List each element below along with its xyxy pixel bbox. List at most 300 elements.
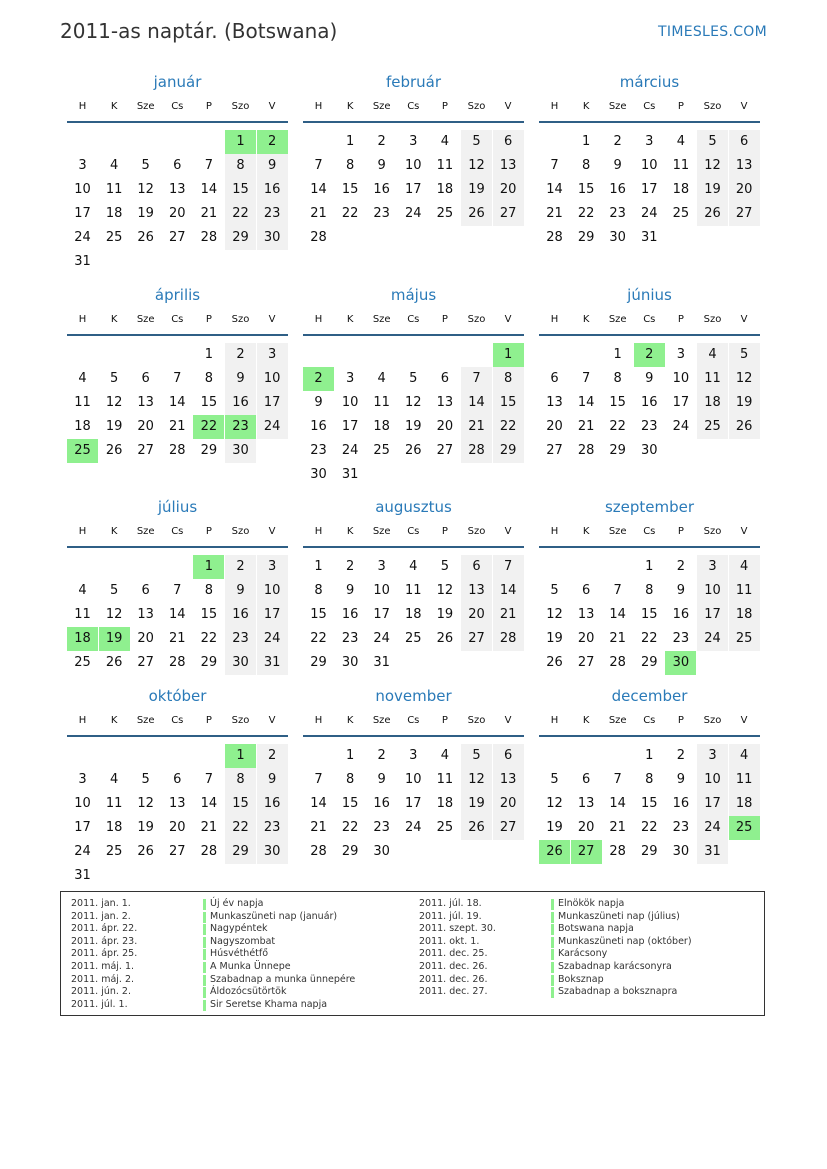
day-cell: 11 xyxy=(74,607,91,622)
day-cell: 29 xyxy=(609,443,626,458)
legend-date: 2011. jún. 2. xyxy=(71,986,132,998)
day-cell: 27 xyxy=(577,655,595,670)
holiday-day-cell: 1 xyxy=(225,744,256,768)
day-cell: 21 xyxy=(609,631,626,646)
weekday-label: K xyxy=(346,314,354,325)
day-cell: 21 xyxy=(493,603,524,627)
weekday-label: Sze xyxy=(372,526,391,537)
day-cell: 7 xyxy=(613,583,622,598)
legend-date: 2011. dec. 27. xyxy=(419,986,488,998)
legend-date: 2011. ápr. 25. xyxy=(71,948,138,960)
day-cell: 17 xyxy=(641,182,658,197)
day-cell: 19 xyxy=(461,178,492,202)
day-cell: 1 xyxy=(645,559,654,574)
day-cell: 2 xyxy=(345,559,355,574)
legend-row xyxy=(419,974,749,987)
day-cell: 28 xyxy=(200,844,218,859)
day-cell: 28 xyxy=(461,439,492,463)
legend-holiday-name: Szabadnap a munka ünnepére xyxy=(210,973,356,985)
weekday-label: H xyxy=(550,715,559,726)
legend-date: 2011. szept. 30. xyxy=(419,923,496,935)
day-cell: 8 xyxy=(204,583,214,598)
day-cell: 1 xyxy=(345,134,355,149)
day-cell: 20 xyxy=(169,820,186,835)
day-cell: 4 xyxy=(109,772,119,787)
day-cell: 1 xyxy=(314,559,323,574)
brand-link[interactable]: TIMESLES.COM xyxy=(658,24,767,40)
day-cell: 13 xyxy=(461,579,492,603)
day-cell: 20 xyxy=(546,419,563,434)
month-name: február xyxy=(385,73,442,91)
day-cell: 11 xyxy=(729,768,760,792)
day-cell: 28 xyxy=(577,443,595,458)
legend-marker xyxy=(551,949,554,960)
day-cell: 19 xyxy=(105,419,123,434)
day-cell: 13 xyxy=(493,154,524,178)
day-cell: 25 xyxy=(436,206,454,221)
weekday-label: Szo xyxy=(231,715,250,726)
day-cell: 4 xyxy=(440,134,450,149)
weekday-label: Szo xyxy=(467,526,486,537)
day-cell: 11 xyxy=(436,158,454,173)
day-cell: 3 xyxy=(409,748,418,763)
day-cell: 28 xyxy=(546,230,563,245)
day-cell: 11 xyxy=(74,395,91,410)
day-cell: 8 xyxy=(204,371,214,386)
weekday-label: Cs xyxy=(407,526,420,537)
legend-date: 2011. dec. 26. xyxy=(419,961,488,972)
day-cell: 20 xyxy=(137,419,154,434)
weekday-label: V xyxy=(740,715,748,726)
day-cell: 10 xyxy=(341,395,359,410)
holiday-day-cell: 19 xyxy=(99,627,130,651)
weekday-label: Cs xyxy=(643,101,656,112)
day-cell: 22 xyxy=(225,816,256,840)
weekday-label: Sze xyxy=(136,526,155,537)
day-cell: 8 xyxy=(225,154,256,178)
day-cell: 2 xyxy=(377,748,386,763)
day-cell: 7 xyxy=(581,371,591,386)
weekday-divider xyxy=(539,735,760,737)
day-cell: 6 xyxy=(550,371,559,386)
day-cell: 6 xyxy=(173,158,182,173)
day-cell: 6 xyxy=(440,371,450,386)
day-cell: 24 xyxy=(405,206,422,221)
day-cell: 24 xyxy=(74,230,91,245)
day-cell: 16 xyxy=(225,603,256,627)
weekday-label: P xyxy=(677,314,684,325)
day-cell: 2 xyxy=(613,134,622,149)
day-cell: 16 xyxy=(609,182,626,197)
day-cell: 30 xyxy=(257,226,288,250)
day-cell: 31 xyxy=(74,254,91,269)
day-cell: 17 xyxy=(697,603,728,627)
day-cell: 22 xyxy=(341,206,359,221)
day-cell: 4 xyxy=(676,134,686,149)
holiday-day-cell: 26 xyxy=(539,840,570,864)
day-cell: 20 xyxy=(577,820,595,835)
weekday-label: Cs xyxy=(643,526,656,537)
day-cell: 20 xyxy=(577,631,595,646)
day-cell: 8 xyxy=(645,583,654,598)
day-cell: 25 xyxy=(729,627,760,651)
weekday-label: H xyxy=(78,526,87,537)
weekday-label: V xyxy=(740,526,748,537)
day-cell: 16 xyxy=(257,178,288,202)
weekday-label: K xyxy=(346,526,354,537)
day-cell: 25 xyxy=(105,230,123,245)
weekday-label: Szo xyxy=(231,314,250,325)
day-cell: 31 xyxy=(74,868,91,883)
day-cell: 21 xyxy=(310,820,327,835)
day-cell: 9 xyxy=(257,154,288,178)
day-cell: 21 xyxy=(461,415,492,439)
day-cell: 27 xyxy=(493,202,524,226)
day-cell: 24 xyxy=(373,631,390,646)
legend-holiday-name: Boksznap xyxy=(558,973,604,985)
day-cell: 4 xyxy=(377,371,386,386)
day-cell: 22 xyxy=(609,419,626,434)
day-cell: 6 xyxy=(141,583,150,598)
month-name: március xyxy=(619,73,680,91)
month-name: május xyxy=(390,286,437,304)
day-cell: 18 xyxy=(672,182,690,197)
weekday-label: P xyxy=(677,526,684,537)
day-cell: 20 xyxy=(493,792,524,816)
day-cell: 16 xyxy=(225,391,256,415)
day-cell: 10 xyxy=(405,772,422,787)
legend-marker xyxy=(551,987,554,998)
day-cell: 13 xyxy=(436,395,454,410)
day-cell: 7 xyxy=(204,158,214,173)
legend-row xyxy=(71,961,401,974)
day-cell: 11 xyxy=(105,182,123,197)
weekday-divider xyxy=(539,121,760,123)
legend-marker xyxy=(203,962,206,973)
weekday-label: H xyxy=(314,314,323,325)
day-cell: 23 xyxy=(373,820,390,835)
day-cell: 24 xyxy=(641,206,658,221)
day-cell: 27 xyxy=(436,443,454,458)
holiday-day-cell: 2 xyxy=(257,130,288,154)
day-cell: 1 xyxy=(613,347,622,362)
page-title: 2011-as naptár. (Botswana) xyxy=(60,19,338,43)
day-cell: 22 xyxy=(310,631,327,646)
day-cell: 21 xyxy=(546,206,563,221)
weekday-label: Cs xyxy=(643,715,656,726)
day-cell: 31 xyxy=(373,655,390,670)
month-name: december xyxy=(611,687,688,705)
day-cell: 25 xyxy=(672,206,690,221)
day-cell: 15 xyxy=(341,796,359,811)
legend-date: 2011. ápr. 23. xyxy=(71,935,138,947)
weekday-label: P xyxy=(205,526,212,537)
day-cell: 2 xyxy=(225,343,256,367)
weekday-label: K xyxy=(582,314,590,325)
legend-marker xyxy=(551,937,554,948)
day-cell: 5 xyxy=(461,744,492,768)
day-cell: 23 xyxy=(225,627,256,651)
day-cell: 9 xyxy=(676,772,686,787)
weekday-label: V xyxy=(504,715,512,726)
day-cell: 15 xyxy=(310,607,327,622)
day-cell: 25 xyxy=(373,443,390,458)
day-cell: 10 xyxy=(672,371,690,386)
day-cell: 14 xyxy=(200,796,218,811)
month-name: november xyxy=(375,687,452,705)
day-cell: 3 xyxy=(257,343,288,367)
legend-row xyxy=(419,986,749,999)
weekday-divider xyxy=(67,334,288,336)
weekday-divider xyxy=(539,546,760,548)
day-cell: 8 xyxy=(493,367,524,391)
day-cell: 5 xyxy=(729,343,760,367)
day-cell: 15 xyxy=(609,395,626,410)
day-cell: 2 xyxy=(225,555,256,579)
day-cell: 4 xyxy=(697,343,728,367)
day-cell: 30 xyxy=(225,651,256,675)
day-cell: 21 xyxy=(577,419,595,434)
day-cell: 13 xyxy=(577,607,595,622)
day-cell: 30 xyxy=(672,844,690,859)
legend-holiday-name: Nagypéntek xyxy=(210,923,268,935)
day-cell: 9 xyxy=(377,158,386,173)
legend-holiday-name: Botswana napja xyxy=(558,923,634,935)
legend-row xyxy=(419,923,749,936)
day-cell: 15 xyxy=(200,395,218,410)
day-cell: 16 xyxy=(373,182,390,197)
day-cell: 6 xyxy=(581,583,591,598)
weekday-label: Szo xyxy=(703,526,722,537)
legend-date: 2011. júl. 19. xyxy=(419,910,482,922)
day-cell: 8 xyxy=(645,772,654,787)
day-cell: 27 xyxy=(546,443,563,458)
day-cell: 19 xyxy=(546,631,563,646)
day-cell: 6 xyxy=(461,555,492,579)
day-cell: 24 xyxy=(74,844,91,859)
holiday-day-cell: 27 xyxy=(571,840,602,864)
weekday-label: V xyxy=(268,314,276,325)
weekday-label: Sze xyxy=(608,314,627,325)
legend-marker xyxy=(551,975,554,986)
day-cell: 9 xyxy=(645,371,654,386)
day-cell: 30 xyxy=(609,230,626,245)
day-cell: 6 xyxy=(581,772,591,787)
weekday-label: V xyxy=(740,101,748,112)
day-cell: 9 xyxy=(345,583,355,598)
day-cell: 27 xyxy=(137,443,154,458)
day-cell: 5 xyxy=(409,371,418,386)
day-cell: 26 xyxy=(137,844,154,859)
day-cell: 23 xyxy=(672,820,690,835)
day-cell: 1 xyxy=(204,347,214,362)
day-cell: 28 xyxy=(169,443,186,458)
day-cell: 8 xyxy=(345,158,355,173)
day-cell: 1 xyxy=(345,748,355,763)
day-cell: 6 xyxy=(493,744,524,768)
day-cell: 16 xyxy=(672,796,690,811)
day-cell: 7 xyxy=(173,583,182,598)
day-cell: 28 xyxy=(310,844,327,859)
day-cell: 23 xyxy=(257,202,288,226)
day-cell: 3 xyxy=(676,347,686,362)
day-cell: 27 xyxy=(493,816,524,840)
weekday-label: Szo xyxy=(703,715,722,726)
legend-row xyxy=(419,936,749,949)
day-cell: 11 xyxy=(729,579,760,603)
weekday-label: Sze xyxy=(136,314,155,325)
weekday-label: Sze xyxy=(372,101,391,112)
day-cell: 19 xyxy=(729,391,760,415)
day-cell: 18 xyxy=(405,607,422,622)
weekday-label: P xyxy=(441,526,448,537)
day-cell: 24 xyxy=(697,627,728,651)
day-cell: 6 xyxy=(173,772,182,787)
day-cell: 14 xyxy=(609,796,626,811)
holiday-legend xyxy=(60,891,765,1016)
legend-date: 2011. máj. 1. xyxy=(71,961,135,972)
day-cell: 30 xyxy=(225,439,256,463)
day-cell: 8 xyxy=(314,583,323,598)
legend-date: 2011. jan. 1. xyxy=(71,898,131,909)
day-cell: 23 xyxy=(310,443,327,458)
day-cell: 11 xyxy=(436,772,454,787)
day-cell: 5 xyxy=(550,583,559,598)
day-cell: 26 xyxy=(105,443,123,458)
legend-date: 2011. dec. 25. xyxy=(419,948,488,960)
day-cell: 8 xyxy=(613,371,622,386)
legend-holiday-name: Áldozócsütörtök xyxy=(210,986,287,998)
day-cell: 4 xyxy=(409,559,418,574)
day-cell: 17 xyxy=(257,391,288,415)
weekday-label: Sze xyxy=(608,101,627,112)
day-cell: 21 xyxy=(169,631,186,646)
day-cell: 8 xyxy=(345,772,355,787)
day-cell: 20 xyxy=(461,603,492,627)
legend-row xyxy=(71,986,401,999)
day-cell: 4 xyxy=(440,748,450,763)
day-cell: 5 xyxy=(697,130,728,154)
day-cell: 22 xyxy=(493,415,524,439)
day-cell: 15 xyxy=(341,182,359,197)
day-cell: 21 xyxy=(200,206,218,221)
holiday-day-cell: 22 xyxy=(193,415,224,439)
day-cell: 13 xyxy=(169,796,186,811)
month-name: július xyxy=(157,498,198,516)
day-cell: 12 xyxy=(405,395,422,410)
holiday-day-cell: 23 xyxy=(225,415,256,439)
day-cell: 15 xyxy=(200,607,218,622)
day-cell: 26 xyxy=(436,631,454,646)
day-cell: 7 xyxy=(493,555,524,579)
weekday-label: V xyxy=(740,314,748,325)
day-cell: 6 xyxy=(729,130,760,154)
legend-marker xyxy=(551,912,554,923)
weekday-label: K xyxy=(346,101,354,112)
day-cell: 24 xyxy=(672,419,690,434)
day-cell: 25 xyxy=(74,655,91,670)
day-cell: 22 xyxy=(225,202,256,226)
legend-holiday-name: Szabadnap a boksznapra xyxy=(558,986,678,998)
day-cell: 18 xyxy=(74,419,91,434)
holiday-day-cell: 18 xyxy=(67,627,98,651)
weekday-label: P xyxy=(205,314,212,325)
day-cell: 3 xyxy=(645,134,654,149)
day-cell: 27 xyxy=(729,202,760,226)
day-cell: 31 xyxy=(641,230,658,245)
day-cell: 20 xyxy=(137,631,154,646)
weekday-label: Szo xyxy=(231,526,250,537)
day-cell: 16 xyxy=(641,395,658,410)
day-cell: 3 xyxy=(697,555,728,579)
day-cell: 14 xyxy=(169,395,186,410)
day-cell: 23 xyxy=(257,816,288,840)
weekday-label: Cs xyxy=(171,314,184,325)
day-cell: 9 xyxy=(257,768,288,792)
day-cell: 10 xyxy=(697,579,728,603)
holiday-day-cell: 2 xyxy=(634,343,665,367)
day-cell: 14 xyxy=(310,182,327,197)
day-cell: 26 xyxy=(546,655,563,670)
day-cell: 19 xyxy=(436,607,454,622)
weekday-label: P xyxy=(677,715,684,726)
weekday-label: Cs xyxy=(407,715,420,726)
day-cell: 21 xyxy=(310,206,327,221)
legend-holiday-name: Sir Seretse Khama napja xyxy=(210,998,328,1010)
weekday-label: H xyxy=(78,314,87,325)
day-cell: 27 xyxy=(169,844,186,859)
day-cell: 28 xyxy=(609,844,626,859)
weekday-label: K xyxy=(110,526,118,537)
weekday-label: Cs xyxy=(171,715,184,726)
day-cell: 21 xyxy=(200,820,218,835)
day-cell: 1 xyxy=(581,134,591,149)
day-cell: 18 xyxy=(105,820,123,835)
holiday-day-cell: 25 xyxy=(729,816,760,840)
day-cell: 29 xyxy=(225,226,256,250)
day-cell: 10 xyxy=(257,579,288,603)
day-cell: 30 xyxy=(373,844,390,859)
day-cell: 23 xyxy=(373,206,390,221)
day-cell: 3 xyxy=(257,555,288,579)
legend-row xyxy=(71,999,401,1012)
weekday-label: Szo xyxy=(703,101,722,112)
day-cell: 9 xyxy=(225,367,256,391)
day-cell: 25 xyxy=(405,631,422,646)
weekday-label: P xyxy=(441,715,448,726)
weekday-label: Sze xyxy=(136,101,155,112)
day-cell: 26 xyxy=(461,202,492,226)
day-cell: 9 xyxy=(314,395,323,410)
day-cell: 19 xyxy=(546,820,563,835)
weekday-label: K xyxy=(110,715,118,726)
weekday-label: V xyxy=(504,526,512,537)
legend-row xyxy=(419,961,749,974)
weekday-label: Cs xyxy=(407,101,420,112)
weekday-divider xyxy=(67,121,288,123)
day-cell: 14 xyxy=(577,395,595,410)
day-cell: 29 xyxy=(225,840,256,864)
day-cell: 15 xyxy=(225,178,256,202)
day-cell: 9 xyxy=(676,583,686,598)
day-cell: 13 xyxy=(729,154,760,178)
weekday-label: H xyxy=(314,715,323,726)
day-cell: 27 xyxy=(461,627,492,651)
holiday-day-cell: 30 xyxy=(665,651,696,675)
day-cell: 8 xyxy=(581,158,591,173)
weekday-divider xyxy=(303,735,524,737)
weekday-label: Cs xyxy=(407,314,420,325)
